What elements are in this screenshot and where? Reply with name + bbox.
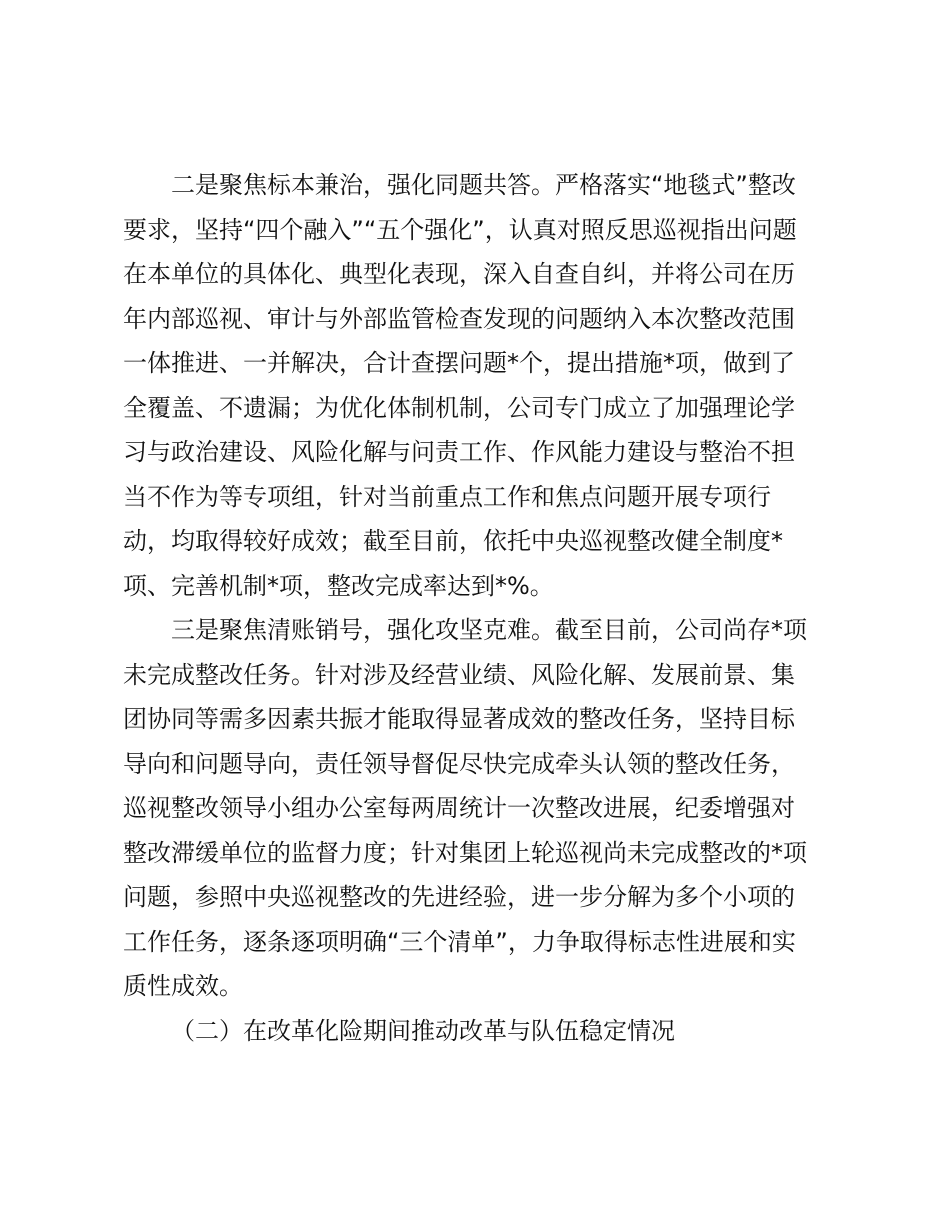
- paragraph-line: 二是聚焦标本兼治，强化同题共答。严格落实“地毯式”整改: [171, 171, 796, 199]
- paragraph-line: 一体推进、一并解决，合计查摆问题*个，提出措施*项，做到了: [123, 349, 795, 377]
- paragraph-line: 全覆盖、不遗漏；为优化体制机制，公司专门成立了加强理论学: [123, 393, 795, 422]
- section-heading: （二）在改革化险期间推动改革与队伍稳定情况: [171, 1016, 675, 1045]
- paragraph-line: 工作任务，逐条逐项明确“三个清单”，力争取得标志性进展和实: [123, 927, 796, 956]
- paragraph-2: [123, 163, 835, 608]
- paragraph-line: 导向和问题导向，责任领导督促尽快完成牵头认领的整改任务，: [123, 749, 795, 778]
- paragraph-line: 未完成整改任务。针对涉及经营业绩、风险化解、发展前景、集: [123, 660, 795, 689]
- paragraph-line: 在本单位的具体化、典型化表现，深入自查自纠，并将公司在历: [123, 260, 795, 288]
- paragraph-line: 巡视整改领导小组办公室每两周统计一次整改进展，纪委增强对: [123, 794, 795, 822]
- paragraph-line: 问题，参照中央巡视整改的先进经验，进一步分解为多个小项的: [123, 883, 795, 911]
- document-body: [123, 163, 835, 1053]
- paragraph-line: 习与政治建设、风险化解与问责工作、作风能力建设与整治不担: [123, 438, 795, 466]
- paragraph-3: [123, 608, 835, 1009]
- paragraph-line: 要求，坚持“四个融入”“五个强化”，认真对照反思巡视指出问题: [123, 215, 797, 244]
- paragraph-line: 当不作为等专项组，针对当前重点工作和焦点问题开展专项行: [123, 482, 771, 511]
- paragraph-line: 动，均取得较好成效；截至目前，依托中央巡视整改健全制度*: [123, 527, 783, 555]
- paragraph-line: 三是聚焦清账销号，强化攻坚克难。截至目前，公司尚存*项: [171, 616, 807, 644]
- paragraph-line: 年内部巡视、审计与外部监管检查发现的问题纳入本次整改范围: [123, 304, 795, 333]
- paragraph-line: 整改滞缓单位的监督力度；针对集团上轮巡视尚未完成整改的*项: [123, 838, 807, 867]
- paragraph-line: 项、完善机制*项，整改完成率达到*%。: [123, 571, 554, 600]
- paragraph-line: 质性成效。: [123, 972, 243, 1000]
- paragraph-line: 团协同等需多因素共振才能取得显著成效的整改任务，坚持目标: [123, 705, 795, 733]
